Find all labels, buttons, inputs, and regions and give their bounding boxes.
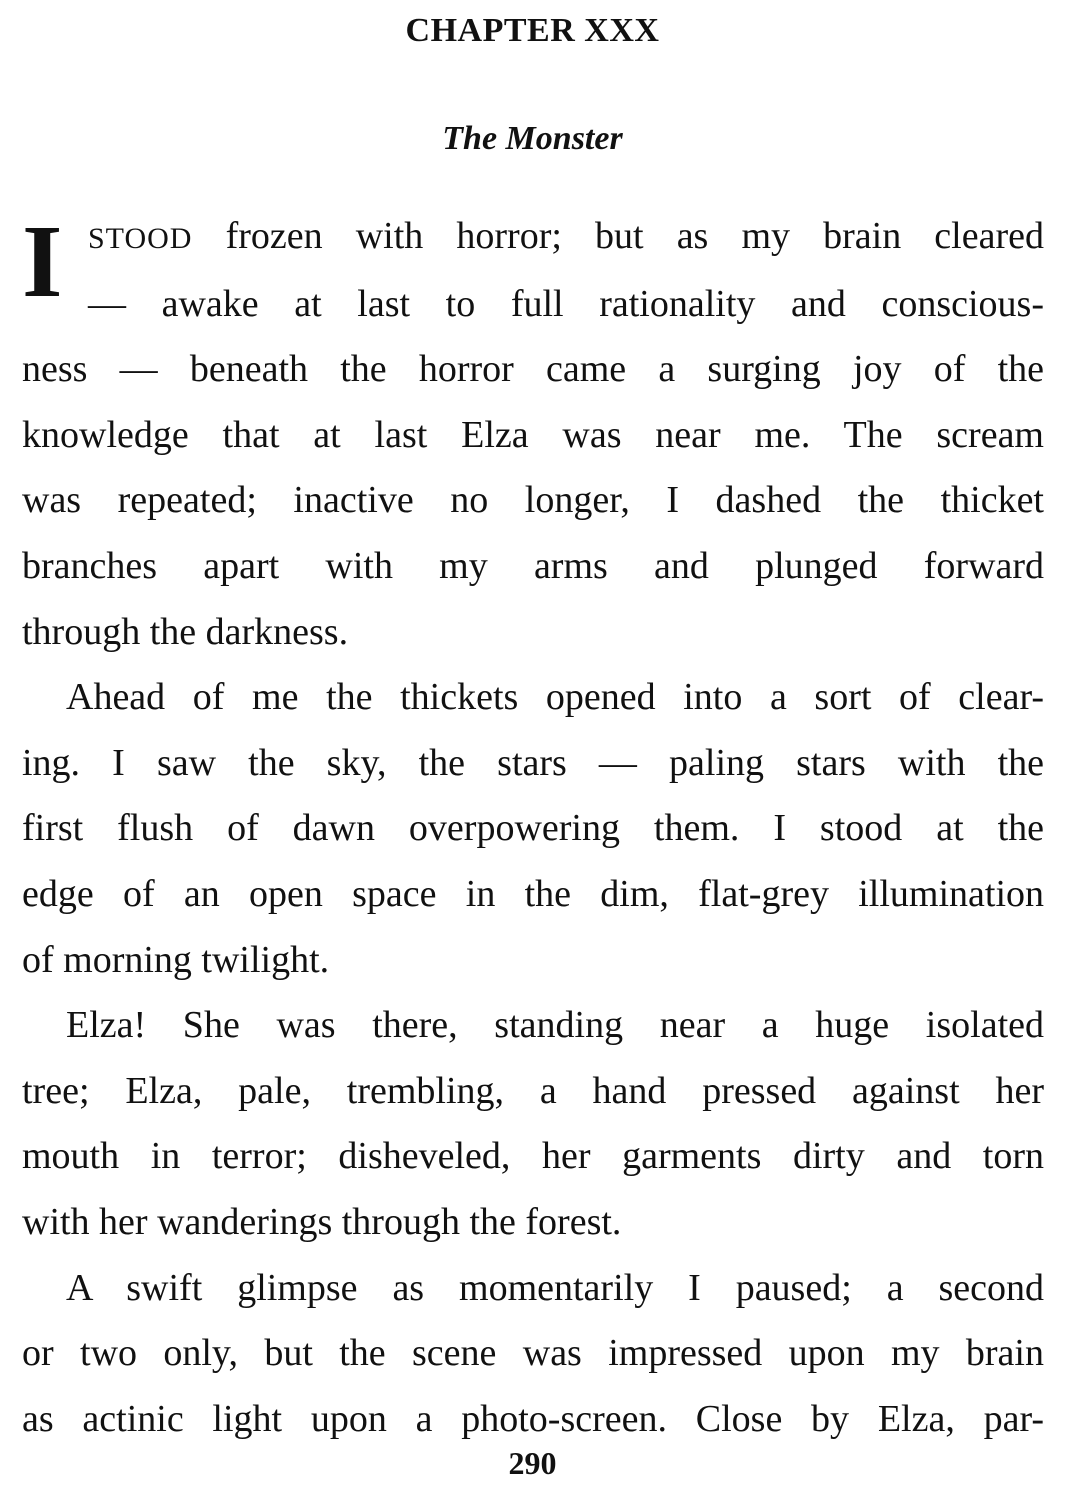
- text-line: as actinic light upon a photo-screen. Close by Elza, par-: [22, 1397, 1044, 1440]
- text-line: ness — beneath the horror came a surging joy of the: [22, 348, 1044, 391]
- text-line: Ahead of me the thickets opened into a sort of clear-: [66, 676, 1044, 719]
- text-line: of morning twilight.: [22, 938, 330, 981]
- paragraph-1: [22, 204, 1044, 665]
- body-text: [22, 204, 1044, 1452]
- text-line: A swift glimpse as momentarily I paused; a second: [66, 1266, 1044, 1309]
- chapter-title: The Monster: [442, 120, 623, 157]
- text-line: branches apart with my arms and plunged forward: [22, 544, 1044, 587]
- chapter-heading: CHAPTER XXX: [405, 12, 660, 49]
- paragraph-4: [22, 1256, 1044, 1453]
- text-line: knowledge that at last Elza was near me. The scream: [22, 413, 1044, 456]
- text-line: through the darkness.: [22, 610, 349, 653]
- text-line: edge of an open space in the dim, flat-grey illumination: [22, 872, 1044, 915]
- paragraph-3: [22, 993, 1044, 1255]
- drop-cap: I: [22, 204, 63, 319]
- text-line: ing. I saw the sky, the stars — paling stars with the: [22, 741, 1044, 784]
- text-line: Elza! She was there, standing near a huge isolated: [66, 1004, 1044, 1047]
- page-number: 290: [508, 1445, 557, 1481]
- text-line: or two only, but the scene was impressed upon my brain: [22, 1332, 1044, 1375]
- text-line: STOOD frozen with horror; but as my brain cleared: [88, 215, 1044, 257]
- text-line: was repeated; inactive no longer, I dashed the thicket: [22, 479, 1044, 522]
- small-caps-lead: STOOD: [88, 222, 193, 255]
- text-line: with her wanderings through the forest.: [22, 1200, 622, 1243]
- text-line: tree; Elza, pale, trembling, a hand pressed against her: [22, 1069, 1044, 1112]
- text-line: first flush of dawn overpowering them. I stood at the: [22, 807, 1044, 850]
- text-line: — awake at last to full rationality and conscious-: [88, 282, 1044, 325]
- paragraph-2: [22, 665, 1044, 993]
- text-line: mouth in terror; disheveled, her garments dirty and torn: [22, 1135, 1044, 1178]
